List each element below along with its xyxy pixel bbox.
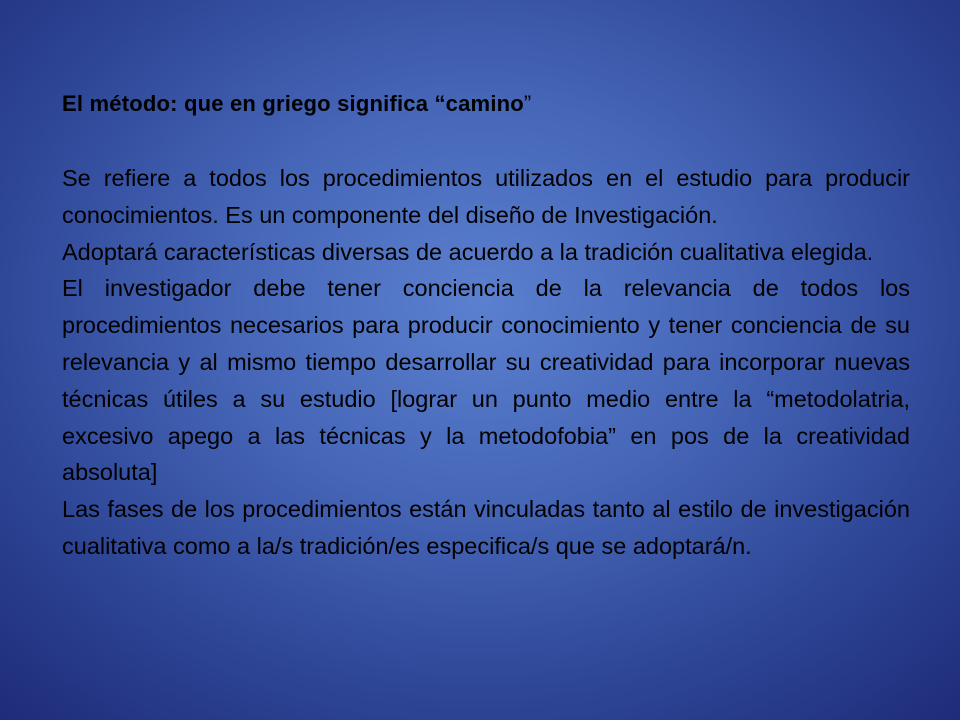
paragraph-researcher: El investigador debe tener conciencia de la relevancia de todos los procedimientos necesarios para producir conocimiento y tener conciencia de su relevancia y al mismo tiempo desarrollar su creatividad para incorporar nuevas técnicas útiles a su estudio [lograr un punto medio entre la “metodolatria, excesivo apego a las técnicas y la metodofobia” en pos de la creatividad absoluta]: [62, 275, 910, 486]
paragraph-characteristics: Adoptará características diversas de acuerdo a la tradición cualitativa elegida.: [62, 238, 874, 265]
slide-title-closing-quote: ”: [523, 91, 532, 116]
title-spacer: [62, 122, 910, 160]
slide-content: [62, 86, 910, 565]
paragraph-definition: Se refiere a todos los procedimientos utilizados en el estudio para producir conocimientos. Es un componente del diseño de Investigación.: [62, 165, 910, 228]
slide-title-text: El método: que en griego significa “camino: [62, 91, 524, 116]
slide-title: [62, 86, 910, 122]
paragraph-phases: Las fases de los procedimientos están vinculadas tanto al estilo de investigación cualitativa como a la/s tradición/es especifica/s que se adoptará/n.: [62, 496, 910, 559]
